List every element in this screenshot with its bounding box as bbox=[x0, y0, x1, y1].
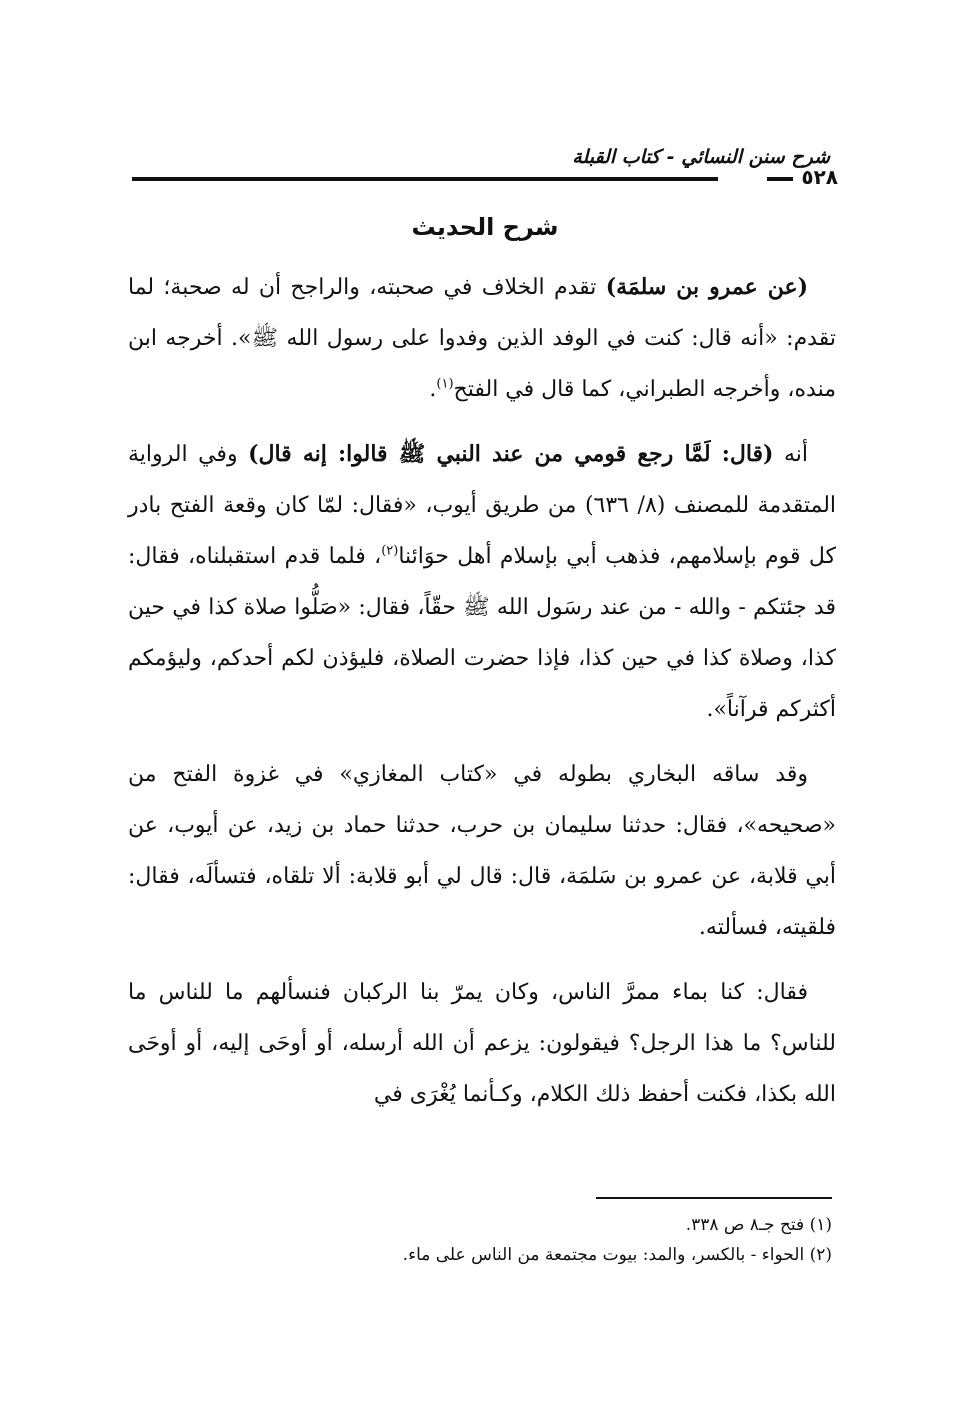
footnote-ref-2[interactable]: (٢) bbox=[381, 543, 399, 559]
footnote-text: الحواء - بالكسر، والمد: بيوت مجتمعة من الناس على ماء. bbox=[402, 1245, 805, 1265]
quoted-lead: (عن عمرو بن سلمَة) bbox=[605, 274, 808, 300]
footnote-1 bbox=[300, 1210, 832, 1240]
footnote-rule bbox=[596, 1197, 832, 1199]
footnotes bbox=[300, 1210, 832, 1270]
paragraph-4 bbox=[128, 967, 836, 1120]
footnote-number: (٢) bbox=[809, 1245, 832, 1265]
paragraph-text: وفي الرواية المتقدمة للمصنف (٨/ ٦٣٦) من طريق أيوب، «فقال: لمّا كان وقعة الفتح بادر كل قوم بإسلامهم، فذهب أبي بإسلام أهل حوَائنا bbox=[128, 442, 837, 569]
page-number bbox=[728, 162, 838, 192]
header-rule bbox=[132, 177, 718, 181]
paragraph-3 bbox=[128, 749, 836, 953]
paragraph-tail: . bbox=[429, 377, 437, 402]
footnote-2 bbox=[300, 1240, 832, 1270]
paragraph-tail: ، فلما قدم استقبلناه، فقال: قد جئتكم - والله - من عند رسَول الله ﷺ حقّاً، فقال: «صَلُّوا صلاة كذا في حين كذا، وصلاة كذا في حين كذا، فإذا حضرت الصلاة، فليؤذن لكم أحدكم، وليؤمكم أكثركم قرآناً». bbox=[128, 544, 836, 722]
commentary-body bbox=[128, 262, 836, 1134]
paragraph-text: فقال: كنا بماء ممرَّ الناس، وكان يمرّ بنا الركبان فنسألهم ما للناس ما للناس؟ ما هذا الرجل؟ فيقولون: يزعم أن الله أرسله، أو أوحَى إليه، أو أوحَى الله بكذا، فكنت أحفظ ذلك الكلام، وكـأنما يُغْرَى في bbox=[128, 980, 836, 1107]
footnote-text: فتح جـ٨ ص ٣٣٨. bbox=[685, 1215, 805, 1235]
quoted-lead: (قال: لَمَّا رجع قومي من عند النبي ﷺ قالوا: إنه قال) bbox=[248, 441, 774, 467]
paragraph-prefix: أنه bbox=[773, 442, 808, 467]
page-number-value: ٥٢٨ bbox=[801, 165, 838, 189]
paragraph-text: وقد ساقه البخاري بطوله في «كتاب المغازي» في غزوة الفتح من «صحيحه»، فقال: حدثنا سليمان بن حرب، حدثنا حماد بن زيد، عن أيوب، عن أبي قلابة، عن عمرو بن سَلمَة، قال: قال لي أبو قلابة: ألا تلقاه، فتسألَه، فقال: فلقيته، فسألته. bbox=[128, 762, 836, 940]
footnote-ref-1[interactable]: (١) bbox=[436, 376, 454, 392]
footnote-number: (١) bbox=[809, 1215, 832, 1235]
section-title: شرح الحديث bbox=[411, 213, 559, 241]
page-number-dash bbox=[767, 177, 793, 181]
paragraph-1 bbox=[128, 262, 836, 415]
running-header: شرح سنن النسائي - كتاب القبلة bbox=[572, 146, 830, 168]
paragraph-2 bbox=[128, 429, 836, 735]
paragraph-text: تقدم الخلاف في صحبته، والراجح أن له صحبة؛ لما تقدم: «أنه قال: كنت في الوفد الذين وفدوا على رسول الله ﷺ». أخرجه ابن منده، وأخرجه الطبراني، كما قال في الفتح bbox=[128, 275, 836, 402]
